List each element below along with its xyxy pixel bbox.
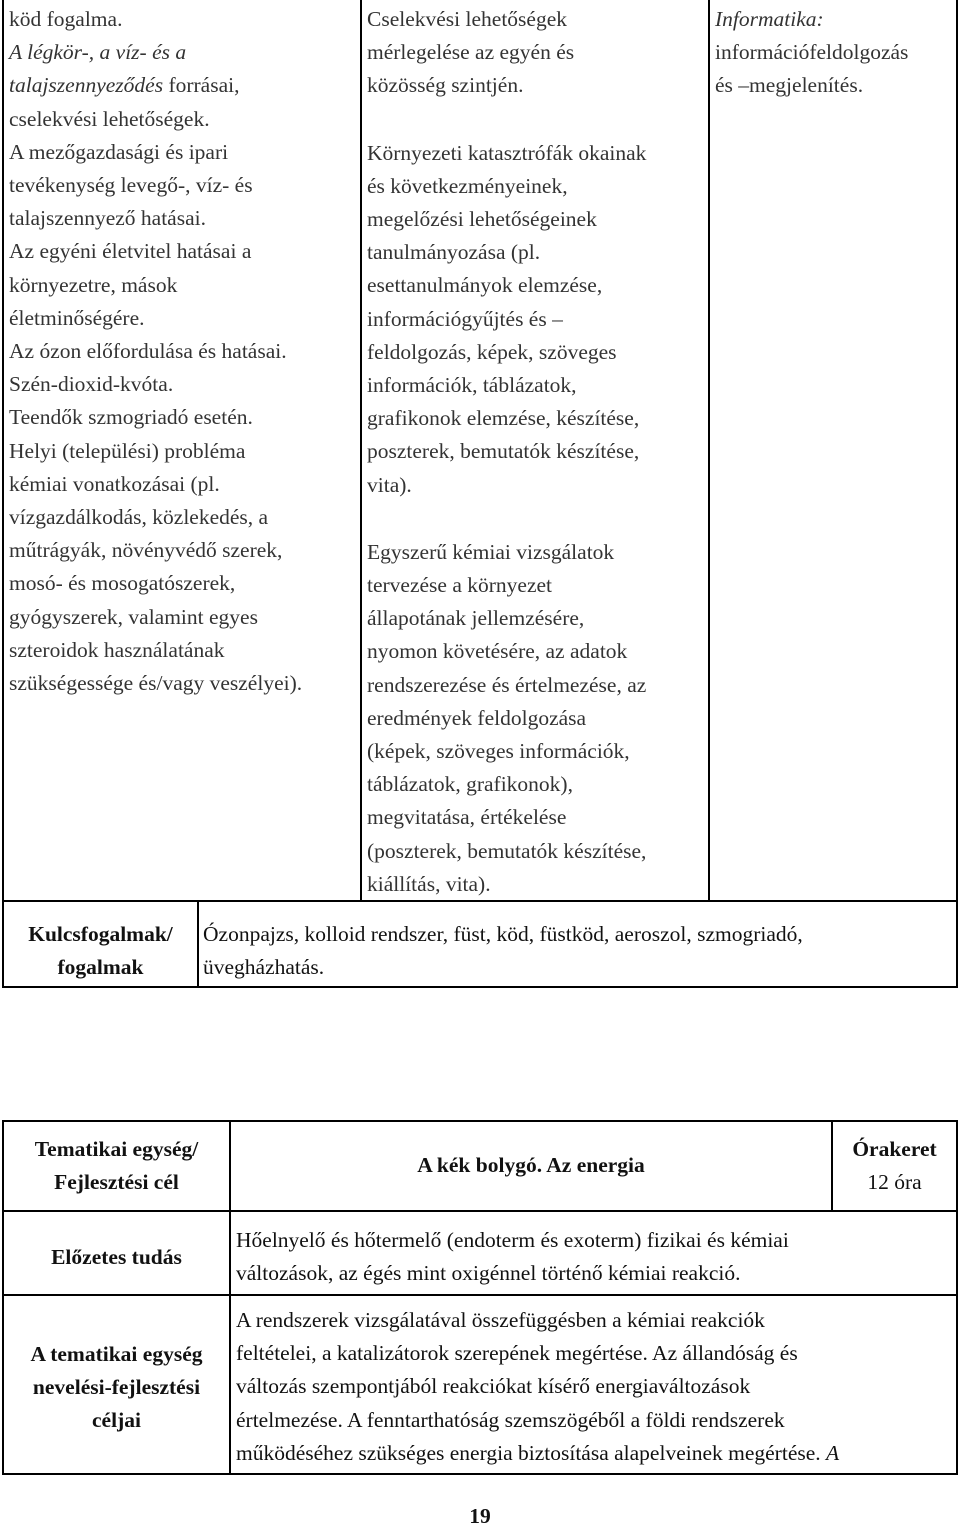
header-label-line: Fejlesztési cél: [54, 1170, 179, 1195]
content-line: vízgazdálkodás, közlekedés, a: [9, 505, 269, 530]
activity-line: kiállítás, vita).: [367, 871, 491, 896]
activity-line: nyomon követésére, az adatok: [367, 639, 628, 664]
activity-line: feldolgozás, képek, szöveges: [367, 339, 617, 364]
keywords-line: Ózonpajzs, kolloid rendszer, füst, köd, füstköd, aeroszol, szmogriadó,: [203, 922, 803, 946]
activities-block-1: [367, 3, 707, 103]
goals-label-line: céljai: [92, 1408, 141, 1433]
prior-knowledge-heading: Előzetes tudás: [51, 1245, 182, 1269]
activities-column: [367, 3, 707, 901]
table1-keywords-divider: [197, 900, 199, 988]
prior-knowledge-line: változások, az égés mint oxigénnel történő kémiai reakció.: [236, 1261, 741, 1286]
goals-line-text: működéséhez szükséges energia biztosítása alapelveinek megértése.: [236, 1440, 821, 1465]
connection-line: információfeldolgozás: [715, 40, 909, 65]
activity-line: tanulmányozása (pl.: [367, 240, 541, 265]
keywords-text: [203, 918, 953, 984]
content-line: Teendők szmogriadó esetén.: [9, 405, 253, 430]
activity-line: információgyűjtés és –: [367, 306, 563, 331]
unit-title-text: A kék bolygó. Az energia: [417, 1153, 645, 1177]
content-line: A mezőgazdasági és ipari: [9, 139, 229, 164]
content-line: cselekvési lehetőségek.: [9, 106, 210, 131]
activity-line: Cselekvési lehetőségek: [367, 7, 568, 31]
content-line: műtrágyák, növényvédő szerek,: [9, 538, 283, 563]
goals-line-tail: A: [826, 1440, 840, 1465]
activity-line: tervezése a környezet: [367, 573, 553, 598]
activity-line: (poszterek, bemutatók készítése,: [367, 838, 647, 863]
keywords-label-line: Kulcsfogalmak/: [28, 922, 173, 946]
content-line: Szén-dioxid-kvóta.: [9, 372, 174, 397]
content-line: gyógyszerek, valamint egyes: [9, 604, 258, 629]
content-line: A légkör-, a víz- és a: [9, 40, 187, 65]
table1-divider-2: [708, 0, 710, 900]
activity-line: információk, táblázatok,: [367, 373, 577, 398]
goals-text: [236, 1304, 954, 1470]
activity-line: eredmények feldolgozása: [367, 705, 587, 730]
thematic-unit-label: [4, 1133, 229, 1199]
connection-subject: Informatika:: [715, 7, 824, 31]
activity-line: állapotának jellemzésére,: [367, 606, 585, 631]
activities-block-3: [367, 536, 707, 901]
table2-right-border: [956, 1120, 958, 1475]
content-line: tevékenység levegő-, víz- és: [9, 173, 253, 198]
keywords-label-line: fogalmak: [57, 955, 144, 980]
table1-left-border: [2, 0, 4, 988]
activity-line: táblázatok, grafikonok),: [367, 772, 573, 797]
content-line: Az ózon előfordulása és hatásai.: [9, 339, 287, 364]
activity-line: (képek, szöveges információk,: [367, 739, 630, 764]
goals-line: feltételei, a katalizátorok szerepének megértése. Az állandóság és: [236, 1341, 798, 1366]
activity-line: Környezeti katasztrófák okainak: [367, 140, 647, 165]
table2-top-border: [2, 1120, 958, 1122]
content-line: szteroidok használatának: [9, 637, 225, 662]
prior-knowledge-line: Hőelnyelő és hőtermelő (endoterm és exoterm) fizikai és kémiai: [236, 1228, 789, 1252]
activity-line: mérlegelése az egyén és: [367, 40, 575, 65]
time-frame-heading: Órakeret: [852, 1137, 937, 1161]
activities-block-2: [367, 137, 707, 502]
content-line: környezetre, mások: [9, 272, 178, 297]
content-column: [9, 3, 359, 700]
goals-line: A rendszerek vizsgálatával összefüggésben a kémiai reakciók: [236, 1308, 765, 1332]
prior-knowledge-label: [4, 1241, 229, 1274]
goals-line: változás szempontjából reakciókat kísérő energiaváltozások: [236, 1374, 751, 1399]
activity-line: Egyszerű kémiai vizsgálatok: [367, 539, 615, 564]
keywords-line: üvegházhatás.: [203, 955, 325, 980]
activity-line: grafikonok elemzése, készítése,: [367, 406, 640, 431]
activity-line: esettanulmányok elemzése,: [367, 273, 603, 298]
goals-line: [236, 1437, 954, 1470]
table2-row-divider: [2, 1210, 958, 1212]
content-line: kémiai vonatkozásai (pl.: [9, 471, 220, 496]
time-frame-value: 12 óra: [867, 1170, 922, 1195]
activity-line: rendszerezése és értelmezése, az: [367, 672, 647, 697]
activity-line: és következményeinek,: [367, 173, 568, 198]
table2-row-divider: [2, 1294, 958, 1296]
goals-label: [4, 1338, 229, 1438]
goals-label-line: nevelési-fejlesztési: [32, 1375, 201, 1400]
activity-line: megvitatása, értékelése: [367, 805, 567, 830]
table2-bottom-border: [2, 1473, 958, 1475]
goals-label-line: A tematikai egység: [30, 1342, 203, 1366]
connections-column: [715, 3, 955, 103]
activity-line: megelőzési lehetőségeinek: [367, 207, 597, 232]
content-line: talajszennyeződés forrásai,: [9, 73, 240, 98]
content-line: szükségessége és/vagy veszélyei).: [9, 671, 303, 696]
content-line: talajszennyező hatásai.: [9, 206, 206, 231]
table1-bottom-border: [2, 986, 958, 988]
table1-right-border: [956, 0, 958, 988]
content-line: Helyi (települési) probléma: [9, 438, 246, 463]
content-line: köd fogalma.: [9, 7, 123, 31]
activity-line: poszterek, bemutatók készítése,: [367, 439, 640, 464]
table1-divider-1: [360, 0, 362, 900]
keywords-label: [4, 918, 197, 984]
content-line: életminőségére.: [9, 305, 145, 330]
content-line: mosó- és mosogatószerek,: [9, 571, 236, 596]
header-label-line: Tematikai egység/: [34, 1137, 199, 1161]
prior-knowledge-text: [236, 1224, 954, 1290]
page-number: 19: [469, 1504, 491, 1528]
time-frame-label: [833, 1133, 956, 1199]
activity-line: közösség szintjén.: [367, 73, 524, 98]
thematic-unit-title: [231, 1149, 831, 1182]
content-line: Az egyéni életvitel hatásai a: [9, 239, 252, 264]
connection-line: és –megjelenítés.: [715, 73, 864, 98]
activity-line: vita).: [367, 472, 412, 497]
goals-line: értelmezése. A fenntarthatóság szemszögéből a földi rendszerek: [236, 1407, 785, 1432]
